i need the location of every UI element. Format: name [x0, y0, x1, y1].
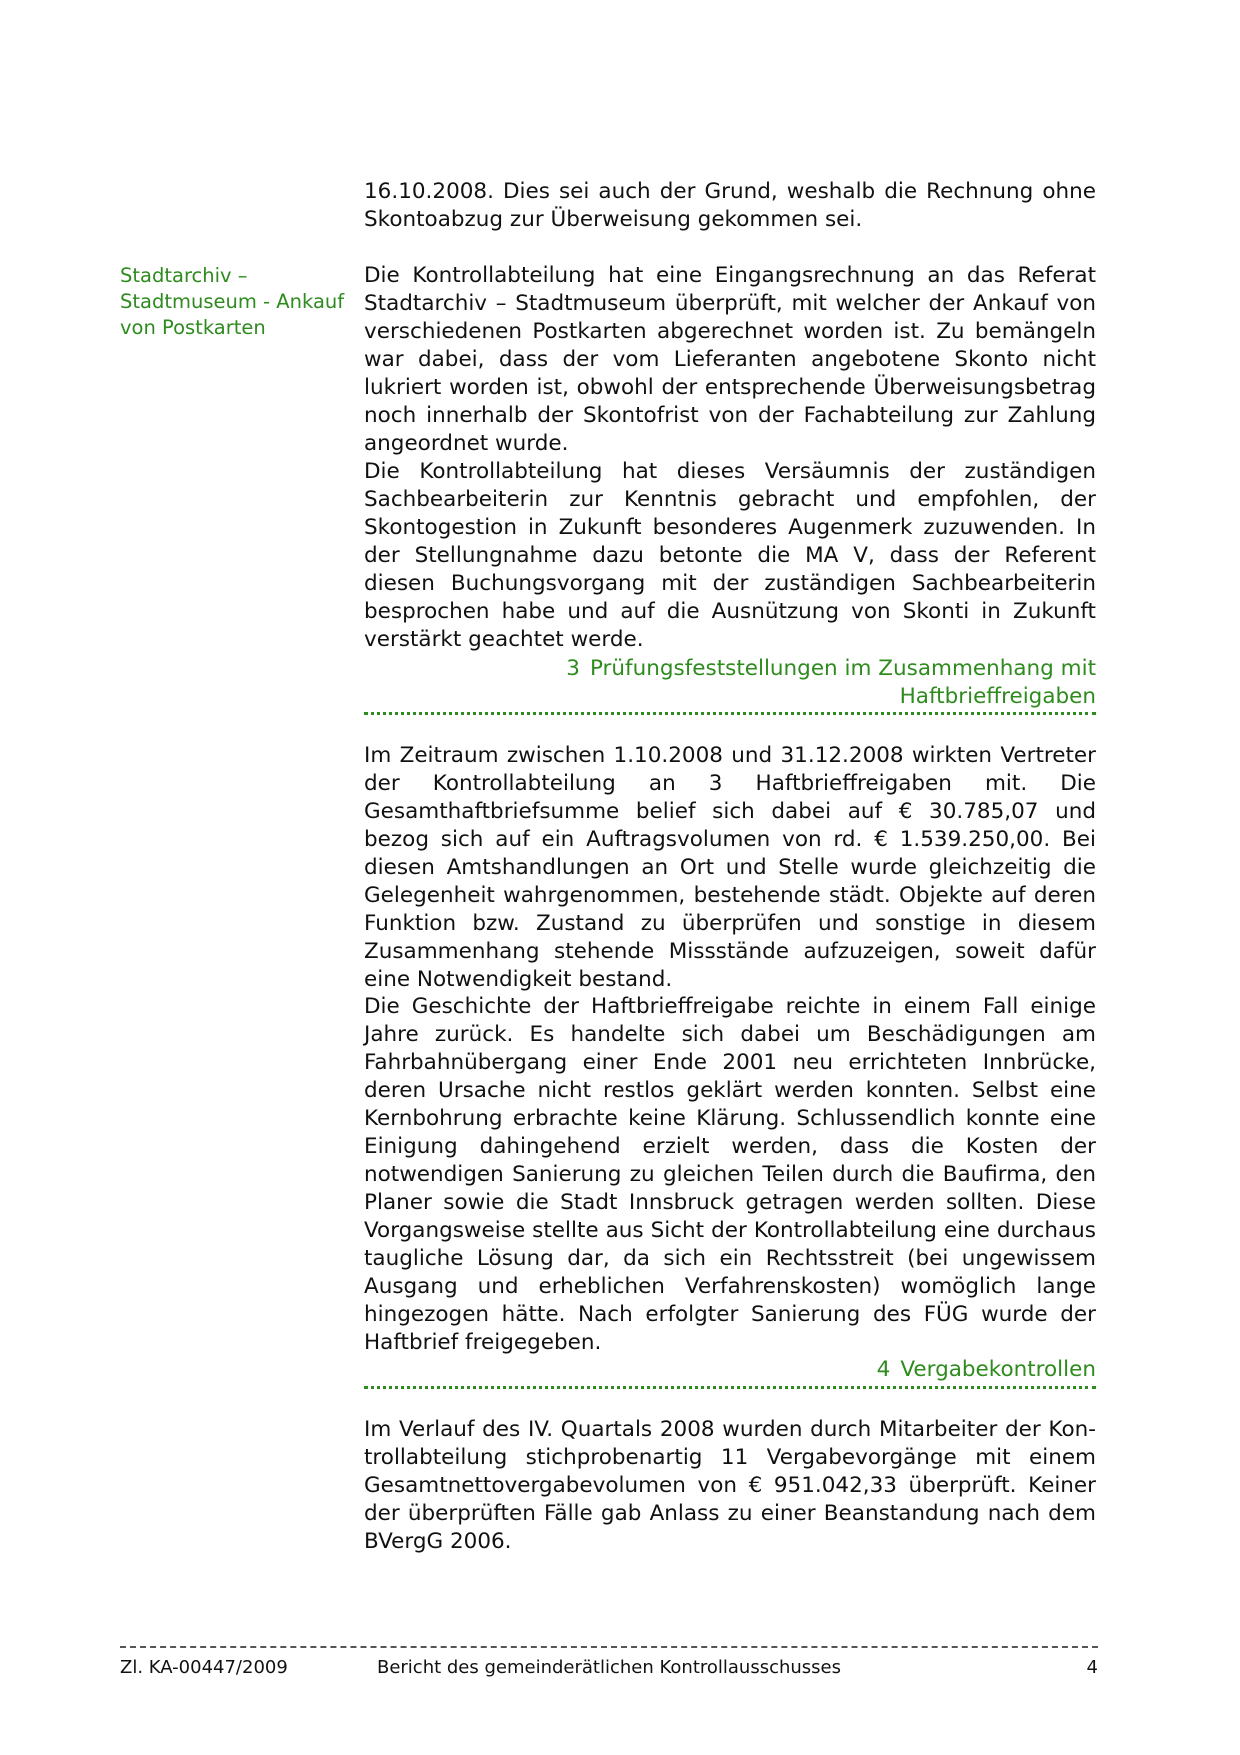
footer-divider — [120, 1646, 1098, 1648]
footer-title: Bericht des gemeinderätlichen Kontrollausschusses — [376, 1657, 842, 1678]
section-title: Prüfungsfeststellungen im Zusammenhang mit — [589, 656, 1096, 681]
page-number: 4 — [1086, 1657, 1098, 1678]
section-number: 3 — [566, 656, 580, 681]
margin-note — [120, 263, 345, 341]
paragraph-bond-history: Die Geschichte der Haftbrieffreigabe reichte in einem Fall einige Jahre zurück. Es handelte sich dabei um Beschädigungen am Fahrbahnübergang einer Ende 2001 neu errichteten Innbrücke, deren Ursache nicht restlos geklärt werden konnten. Selbst eine Kernbohrung erbrachte keine Klärung. Schlussendlich konnte eine Einigung dahingehend erzielt werden, dass die Kosten der notwendigen Sanierung zu gleichen Teilen durch die Baufirma, den Planer sowie die Stadt Innsbruck getragen werden sollten. Diese Vorgangsweise stellte aus Sicht der Kontrollabteilung eine durchaus taugliche Lösung dar, da sich ein Rechtsstreit (bei ungewissem Ausgang und erheblichen Verfahrenskosten) womöglich lange hingezogen hätte. Nach erfolgter Sanierung des FÜG wurde der Haftbrief freigegeben. — [364, 994, 1096, 1355]
section-heading-3-line1 — [364, 655, 1096, 683]
margin-note-line: Stadtarchiv – — [120, 264, 248, 287]
paragraph-bond-releases: Im Zeitraum zwischen 1.10.2008 und 31.12.2008 wirkten Vertreter der Kontrollabteilung an 3 Haftbrieffreigaben mit. Die Gesamthaftbriefsumme belief sich dabei auf € 30.785,07 und bezog sich auf ein Auftragsvolumen von rd. € 1.539.250,00. Bei diesen Amtshandlungen an Ort und Stelle wurde gleichzeitig die Gelegenheit wahrgenommen, bestehende städt. Objekte auf deren Funktion bzw. Zustand zu überprüfen und sonstige in diesem Zusammenhang stehende Missstände aufzuzeigen, soweit dafür eine Notwendigkeit bestand. — [364, 743, 1096, 992]
section-title: Vergabekontrollen — [900, 1357, 1096, 1382]
paragraph-continuation: 16.10.2008. Dies sei auch der Grund, weshalb die Rechnung ohne Skontoabzug zur Überweisung gekommen sei. — [364, 179, 1096, 232]
heading-divider — [364, 1386, 1096, 1389]
section-heading-3-line2: Haftbrieffreigaben — [899, 684, 1096, 709]
paragraph-procurement-checks: Im Verlauf des IV. Quartals 2008 wurden durch Mitarbeiter der Kontrollabteilung stichprobenartig 11 Vergabevorgänge mit einem Gesamtnettovergabevolumen von € 951.042,33 überprüft. Keiner der überprüften Fälle gab Anlass zu einer Beanstandung nach dem BVergG 2006. — [364, 1417, 1096, 1554]
heading-divider — [364, 712, 1096, 715]
section-heading-3 — [364, 655, 1096, 711]
paragraph-postcard-invoice: Die Kontrollabteilung hat eine Eingangsrechnung an das Referat Stadtarchiv – Stadtmuseum überprüft, mit welcher der Ankauf von verschiedenen Postkarten abgerechnet worden ist. Zu bemängeln war dabei, dass der vom Lieferanten angebotene Skonto nicht lukriert worden ist, obwohl der entsprechende Überweisungsbetrag noch innerhalb der Skontofrist von der Fachabteilung zur Zahlung angeordnet wurde. — [364, 263, 1096, 456]
margin-note-line: Stadtmuseum - Ankauf — [120, 290, 345, 313]
paragraph-discount-recommendation: Die Kontrollabteilung hat dieses Versäumnis der zuständigen Sachbearbeiterin zur Kenntnis gebracht und empfohlen, der Skontogestion in Zukunft besonderes Augenmerk zuzuwenden. In der Stellungnahme dazu betonte die MA V, dass der Referent diesen Buchungsvorgang mit der zuständigen Sachbearbeiterin besprochen habe und auf die Ausnützung von Skonti in Zukunft verstärkt geachtet werde. — [364, 459, 1096, 652]
footer-reference: Zl. KA-00447/2009 — [120, 1657, 288, 1678]
section-number: 4 — [876, 1357, 891, 1382]
margin-note-line: von Postkarten — [120, 316, 266, 339]
section-heading-4 — [364, 1356, 1096, 1384]
